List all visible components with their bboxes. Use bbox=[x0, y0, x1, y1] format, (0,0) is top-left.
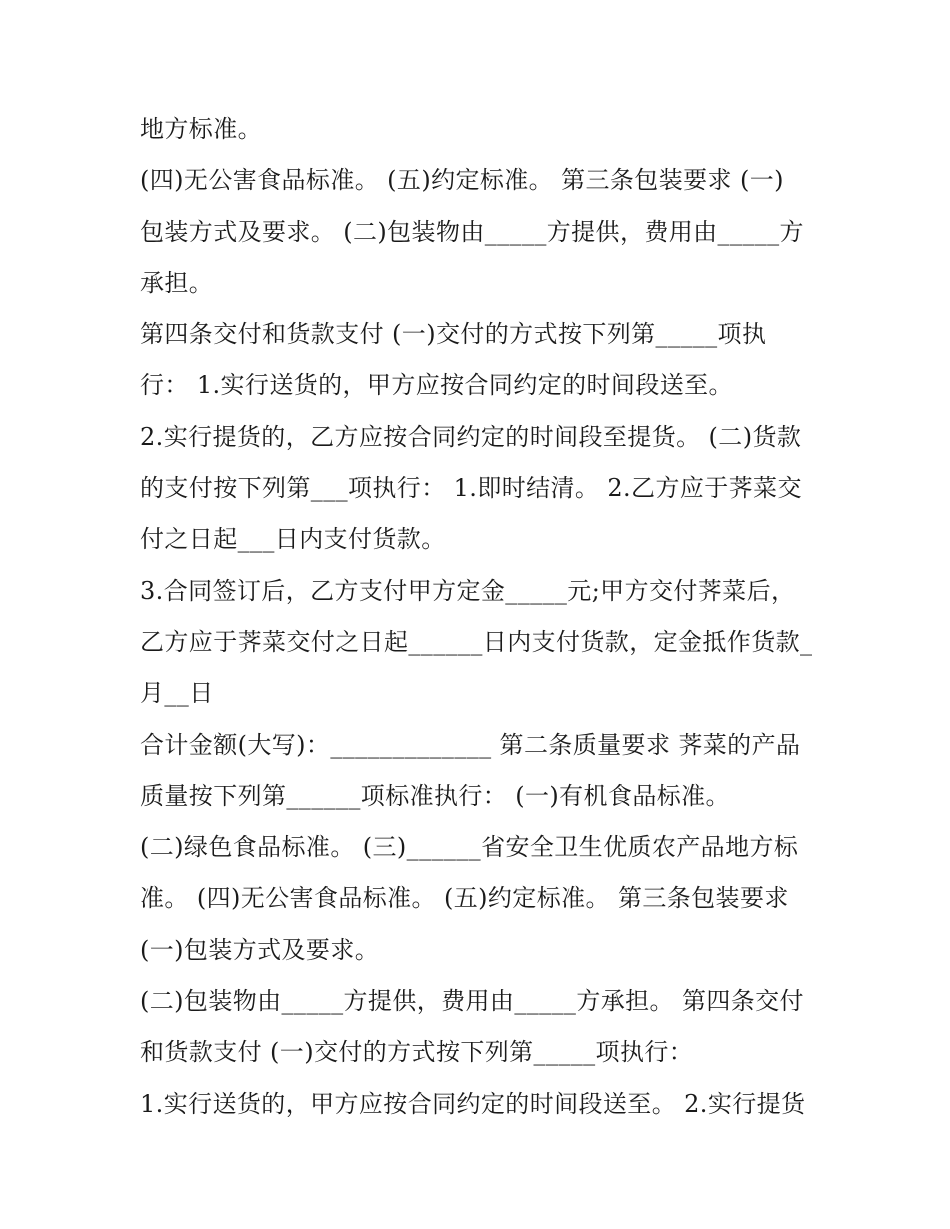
text-line: 包装方式及要求。 (二)包装物由_____方提供，费用由_____方 bbox=[140, 217, 804, 246]
text-line: 承担。 bbox=[140, 268, 214, 297]
text-line: 月__日 bbox=[140, 679, 214, 708]
text-line: (一)包装方式及要求。 bbox=[140, 935, 380, 964]
text-line: (四)无公害食品标准。 (五)约定标准。 第三条包装要求 (一) bbox=[140, 166, 784, 195]
text-line: (二)包装物由_____方提供，费用由_____方承担。 第四条交付 bbox=[140, 987, 804, 1016]
contract-text-body bbox=[140, 104, 820, 1130]
text-line: 乙方应于荠菜交付之日起______日内支付货款，定金抵作货款_ bbox=[140, 627, 813, 656]
text-line: 3.合同签订后，乙方支付甲方定金_____元;甲方交付荠菜后， bbox=[140, 576, 796, 605]
text-line: 地方标准。 bbox=[140, 115, 262, 143]
text-line: 2.实行提货的，乙方应按合同约定的时间段至提货。 (二)货款 bbox=[140, 422, 802, 451]
text-line: 1.实行送货的，甲方应按合同约定的时间段送至。 2.实行提货 bbox=[140, 1089, 806, 1118]
text-line: 准。 (四)无公害食品标准。 (五)约定标准。 第三条包装要求 bbox=[140, 884, 789, 913]
text-line: 的支付按下列第___项执行： 1.即时结清。 2.乙方应于荠菜交 bbox=[140, 474, 802, 503]
text-line: (二)绿色食品标准。 (三)______省安全卫生优质农产品地方标 bbox=[140, 833, 799, 862]
text-line: 质量按下列第______项标准执行： (一)有机食品标准。 bbox=[140, 781, 730, 810]
text-line: 和货款支付 (一)交付的方式按下列第_____项执行： bbox=[140, 1038, 694, 1067]
text-line: 行： 1.实行送货的，甲方应按合同约定的时间段送至。 bbox=[140, 371, 733, 400]
text-line: 合计金额(大写)：_____________ 第二条质量要求 荠菜的产品 bbox=[140, 730, 801, 759]
text-line: 付之日起___日内支付货款。 bbox=[140, 525, 446, 554]
text-line: 第四条交付和货款支付 (一)交付的方式按下列第_____项执 bbox=[140, 320, 767, 349]
